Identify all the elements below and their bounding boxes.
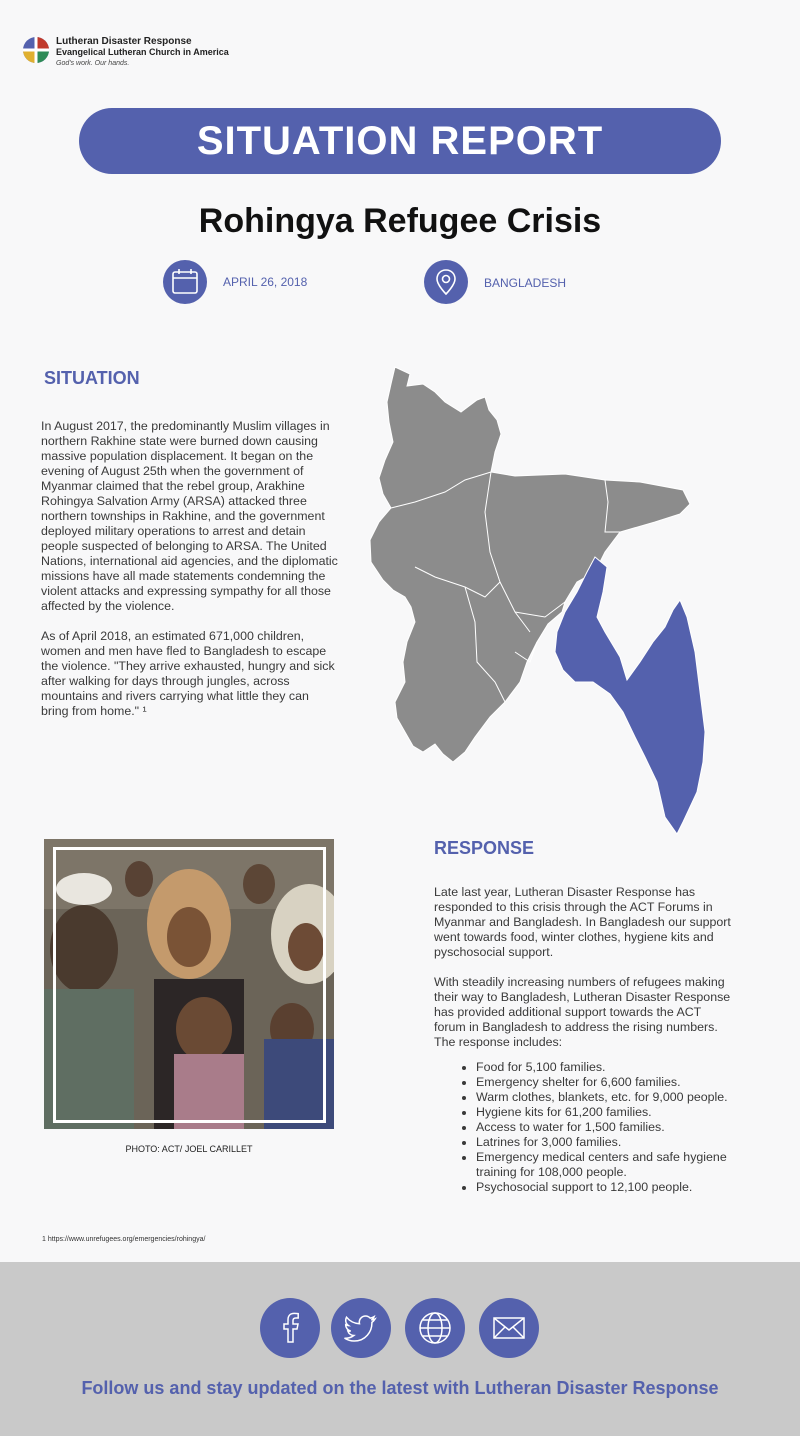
calendar-icon	[163, 260, 207, 304]
list-item: • Latrines for 3,000 families.	[476, 1135, 734, 1150]
follow-text: Follow us and stay updated on the latest with Lutheran Disaster Response	[81, 1378, 719, 1398]
report-date: APRIL 26, 2018	[223, 275, 308, 289]
situation-text	[41, 419, 338, 719]
situation-heading: SITUATION	[44, 368, 140, 388]
list-item: • Access to water for 1,500 families.	[476, 1120, 734, 1135]
church-name: Evangelical Lutheran Church in America	[56, 47, 229, 57]
situation-paragraph: In August 2017, the predominantly Muslim villages in northern Rakhine state were burned down causing massive population displacement. It began on the evening of August 25th when the government of Myanmar claimed that the rebel group, Arakhine Rohingya Salvation Army (ARSA) attacked three northern townships in Rakhine, and the government deployed military operations to arrest and detain people suspected of belonging to ARSA. The United Nations, international aid agencies, and the diplomatic missions have all made statements condemning the violent attacks and expressing sympathy for all those affected by the violence.	[41, 419, 338, 613]
response-paragraph: With steadily increasing numbers of refugees making their way to Bangladesh, Lutheran Disaster Response has provided additional support towards the ACT forum in Bangladesh to address the rising numbers. The response includes:	[434, 975, 731, 1049]
footer	[0, 1262, 800, 1436]
list-item: • Emergency shelter for 6,600 families.	[476, 1075, 734, 1090]
map-pin-icon	[424, 260, 468, 304]
response-list	[434, 1060, 734, 1195]
list-item: • Hygiene kits for 61,200 families.	[476, 1105, 734, 1120]
response-paragraph: Late last year, Lutheran Disaster Response has responded to this crisis through the ACT Forums in Myanmar and Bangladesh. In Bangladesh our support went towards food, winter clothes, hygiene kits and pyschosocial support.	[434, 885, 731, 959]
bangladesh-map	[365, 362, 710, 837]
org-name: Lutheran Disaster Response	[56, 36, 192, 47]
situation-paragraph: As of April 2018, an estimated 671,000 children, women and men have fled to Bangladesh to escape the violence. "They arrive exhausted, hungry and sick after walking for days through jungles, across mountains and rivers carrying what little they can bring from home." ¹	[41, 629, 335, 718]
photo-credit: PHOTO: ACT/ JOEL CARILLET	[125, 1144, 253, 1154]
globe-icon[interactable]	[405, 1298, 465, 1358]
page-title: Rohingya Refugee Crisis	[198, 202, 602, 240]
photo-frame	[53, 847, 326, 1123]
header-logo	[22, 36, 229, 69]
response-text	[434, 885, 734, 1195]
list-item: • Warm clothes, blankets, etc. for 9,000 people.	[476, 1090, 734, 1105]
cross-globe-icon	[22, 36, 50, 64]
report-location: BANGLADESH	[484, 276, 567, 290]
report-banner: SITUATION REPORT	[79, 108, 721, 174]
list-item: • Psychosocial support to 12,100 people.	[476, 1180, 734, 1195]
footnote: 1 https://www.unrefugees.org/emergencies/rohingya/	[42, 1236, 206, 1243]
refugees-photo	[44, 839, 334, 1129]
list-item: • Food for 5,100 families.	[476, 1060, 734, 1075]
email-icon[interactable]	[479, 1298, 539, 1358]
facebook-icon[interactable]	[260, 1298, 320, 1358]
twitter-icon[interactable]	[331, 1298, 391, 1358]
response-heading: RESPONSE	[434, 838, 535, 858]
tagline: God's work. Our hands.	[56, 60, 130, 67]
list-item: • Emergency medical centers and safe hygiene training for 108,000 people.	[476, 1150, 734, 1180]
